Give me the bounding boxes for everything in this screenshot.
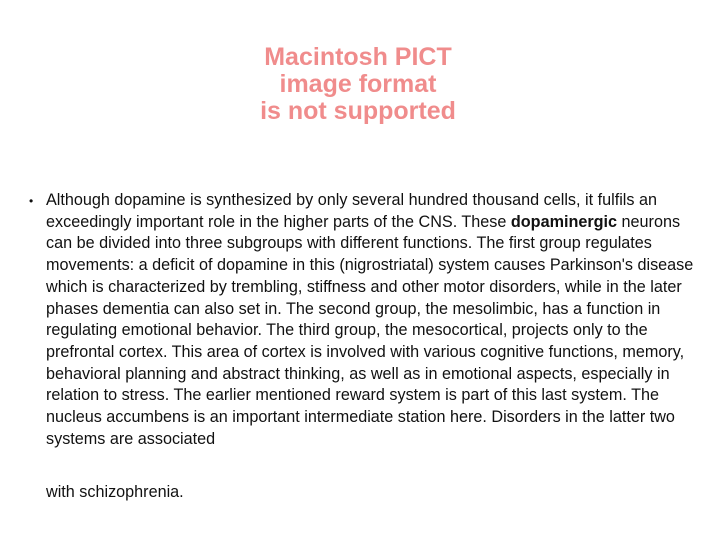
paragraph-text-rest: neurons can be divided into three subgroups with different functions. The first group regulates movements: a deficit of dopamine in this (nigrostriatal) system causes Parkinson's disease which is characterized by trembling, stiffness and other motor disorders, while in the later phases dementia can also set in. The second group, the mesolimbic, has a function in regulating emotional behavior. The third group, the mesocortical, projects only to the prefrontal cortex. This area of cortex is involved with various cognitive functions, memory, behavioral planning and abstract thinking, as well as in emotional aspects, especially in relation to stress. The earlier mentioned reward system is part of this last system. The nucleus accumbens is an important intermediate station here. Disorders in the latter two systems are associated bbox=[46, 212, 694, 448]
body-paragraph bbox=[46, 190, 696, 450]
unsupported-image-placeholder bbox=[228, 44, 488, 124]
paragraph-text-start: Although dopamine is synthesized by only several hundred thousand cells, it fulfils an exceedingly important role in the higher parts of the CNS. These bbox=[46, 191, 657, 231]
placeholder-line-2: image format bbox=[279, 70, 437, 98]
bullet-marker: • bbox=[29, 194, 34, 208]
paragraph-last-line: with schizophrenia. bbox=[46, 483, 184, 501]
placeholder-line-3: is not supported bbox=[260, 97, 456, 125]
bold-term: dopaminergic bbox=[510, 212, 618, 231]
placeholder-line-1: Macintosh PICT bbox=[264, 43, 452, 71]
